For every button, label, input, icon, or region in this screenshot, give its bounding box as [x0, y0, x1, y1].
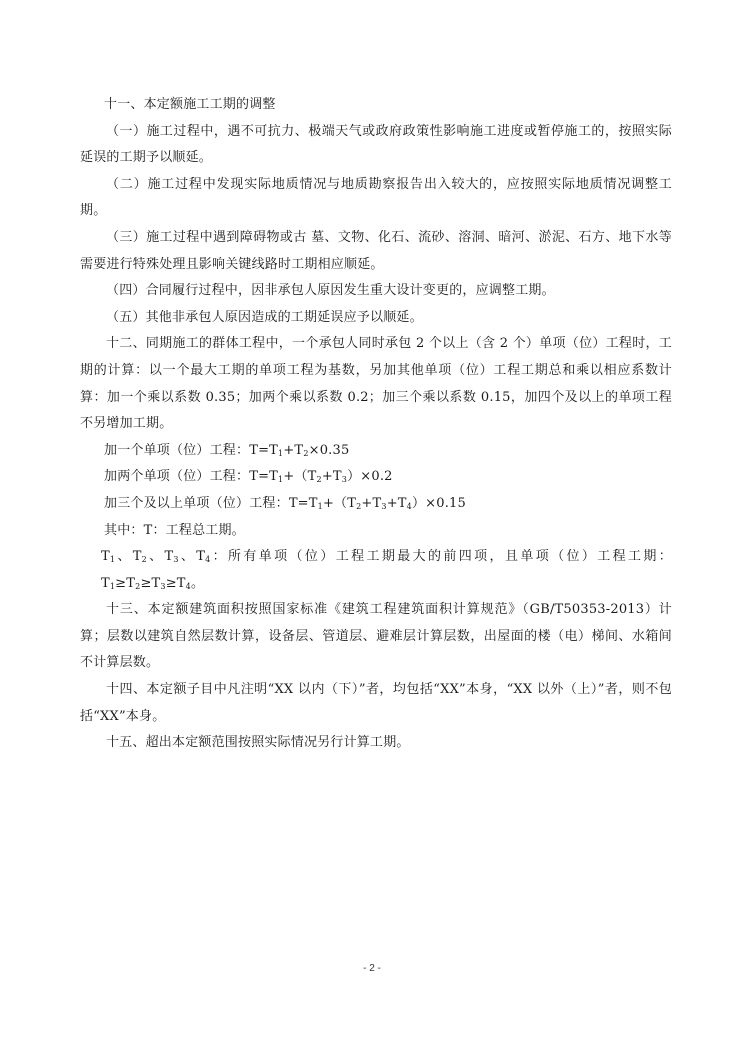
t-list-order: $T_1\ge T_2\ge T_3\ge T_4$。: [101, 575, 205, 591]
section-11-item-5: （五）其他非承包人原因造成的工期延误应予以顺延。: [106, 309, 423, 325]
document-body: [80, 92, 672, 757]
formula-two-expression: $T=T_1+(T_2+T_3)\times 0.2$: [249, 469, 393, 485]
formula-one-expression: $T=T_1+T_2\times 0.35$: [249, 442, 350, 458]
formula-three-label: 加三个及以上单项（位）工程：: [104, 495, 289, 511]
section-13-text: 十三、本定额建筑面积按照国家标准《建筑工程建筑面积计算规范》（GB/T50353-2013）计算；层数以建筑自然层数计算，设备层、管道层、避难层计算层数，出屋面的楼（电）梯间、水箱间不计算层数。: [80, 602, 672, 671]
section-15-text: 十五、超出本定额范围按照实际情况另行计算工期。: [106, 735, 410, 751]
formula-three-units: [80, 491, 672, 518]
formula-three-expression: $T=T_1+(T_2+T_3+T_4)\times 0.15$: [288, 495, 466, 511]
page-number: - 2 -: [363, 963, 381, 974]
formula-one-label: 加一个单项（位）工程：: [104, 442, 250, 458]
section-11-item-4: （四）合同履行过程中，因非承包人原因发生重大设计变更的，应调整工期。: [106, 283, 555, 299]
formula-two-label: 加两个单项（位）工程：: [104, 469, 250, 485]
t-list-label: 所有单项（位）工程工期最大的前四项，且单项（位）工程工期：: [228, 549, 673, 565]
formula-one-unit: [80, 438, 672, 465]
t-list-symbols: $T_1$、$T_2$、$T_3$、$T_4$：: [101, 549, 228, 565]
formula-where-note: 其中：T：工程总工期。: [104, 522, 245, 538]
section-14-text: 十四、本定额子目中凡注明“XX 以内（下）”者，均包括“XX”本身，“XX 以外（上）”者，则不包括“XX”本身。: [80, 682, 672, 724]
formula-t-list-note: [80, 544, 672, 597]
section-11-heading: 十一、本定额施工工期的调整: [104, 97, 276, 112]
section-11-item-2: （二）施工过程中发现实际地质情况与地质勘察报告出入较大的，应按照实际地质情况调整工期。: [80, 176, 672, 219]
section-12-text: 十二、同期施工的群体工程中，一个承包人同时承包 2 个以上（含 2 个）单项（位）工程时，工期的计算：以一个最大工期的单项工程为基数，另加其他单项（位）工程工期总和乘以相应系数计算：加一个乘以系数 0.35；加两个乘以系数 0.2；加三个乘以系数 0.15，加四个及以上的单项工程不另增加工期。: [80, 336, 672, 432]
section-11-item-1: （一）施工过程中，遇不可抗力、极端天气或政府政策性影响施工进度或暂停施工的，按照实际延误的工期予以顺延。: [80, 123, 672, 166]
formula-two-units: [80, 464, 672, 491]
section-11-item-3: （三）施工过程中遇到障碍物或古 墓、文物、化石、流砂、溶洞、暗河、淤泥、石方、地下水等需要进行特殊处理且影响关键线路时工期相应顺延。: [80, 229, 672, 272]
